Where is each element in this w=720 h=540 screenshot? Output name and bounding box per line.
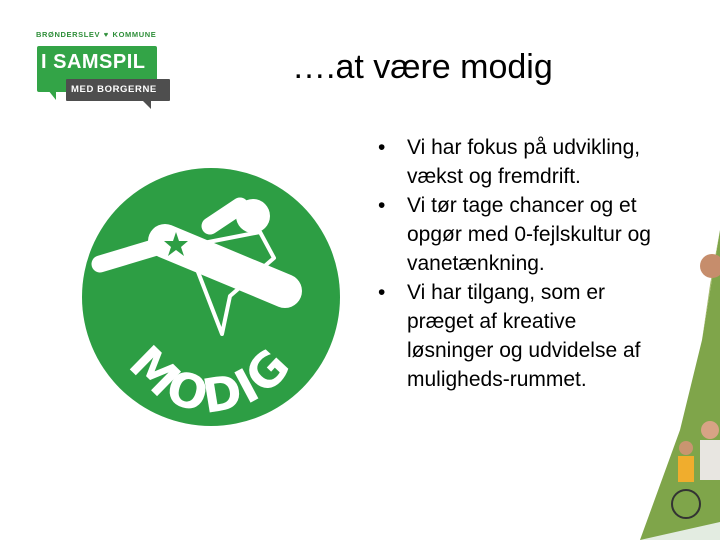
badge-label: MODIG <box>118 335 304 425</box>
bullet-item <box>378 278 668 394</box>
modig-badge <box>80 166 342 428</box>
bullet-item <box>378 191 668 278</box>
logo-sub-text: MED BORGERNE <box>71 84 157 95</box>
person-face-icon <box>701 421 719 439</box>
heart-icon: ♥ <box>103 30 109 39</box>
logo-main-text: I SAMSPIL <box>41 51 146 73</box>
bullet-dot: • <box>378 194 386 217</box>
bullet-item <box>378 133 668 191</box>
logo-municipality <box>36 30 156 39</box>
logo-municipality-name: BRØNDERSLEV <box>36 30 101 39</box>
bullet-text: Vi har tilgang, som er præget af kreative løsninger og udvidelse af muligheds-rummet. <box>407 281 641 391</box>
slide-title: ….at være modig <box>292 48 553 86</box>
bullet-text: Vi tør tage chancer og et opgør med 0-fejlskultur og vanetænkning. <box>407 194 651 275</box>
person-face-icon <box>700 254 720 278</box>
logo-grey-tail <box>142 100 151 109</box>
logo-green-tail <box>48 90 56 100</box>
bullet-dot: • <box>378 281 386 304</box>
bullet-dot: • <box>378 136 386 159</box>
bullet-text: Vi har fokus på udvikling, vækst og fremdrift. <box>407 136 641 188</box>
bullet-list <box>378 133 668 394</box>
logo-kommune: KOMMUNE <box>112 30 157 39</box>
brand-logo <box>34 28 174 113</box>
